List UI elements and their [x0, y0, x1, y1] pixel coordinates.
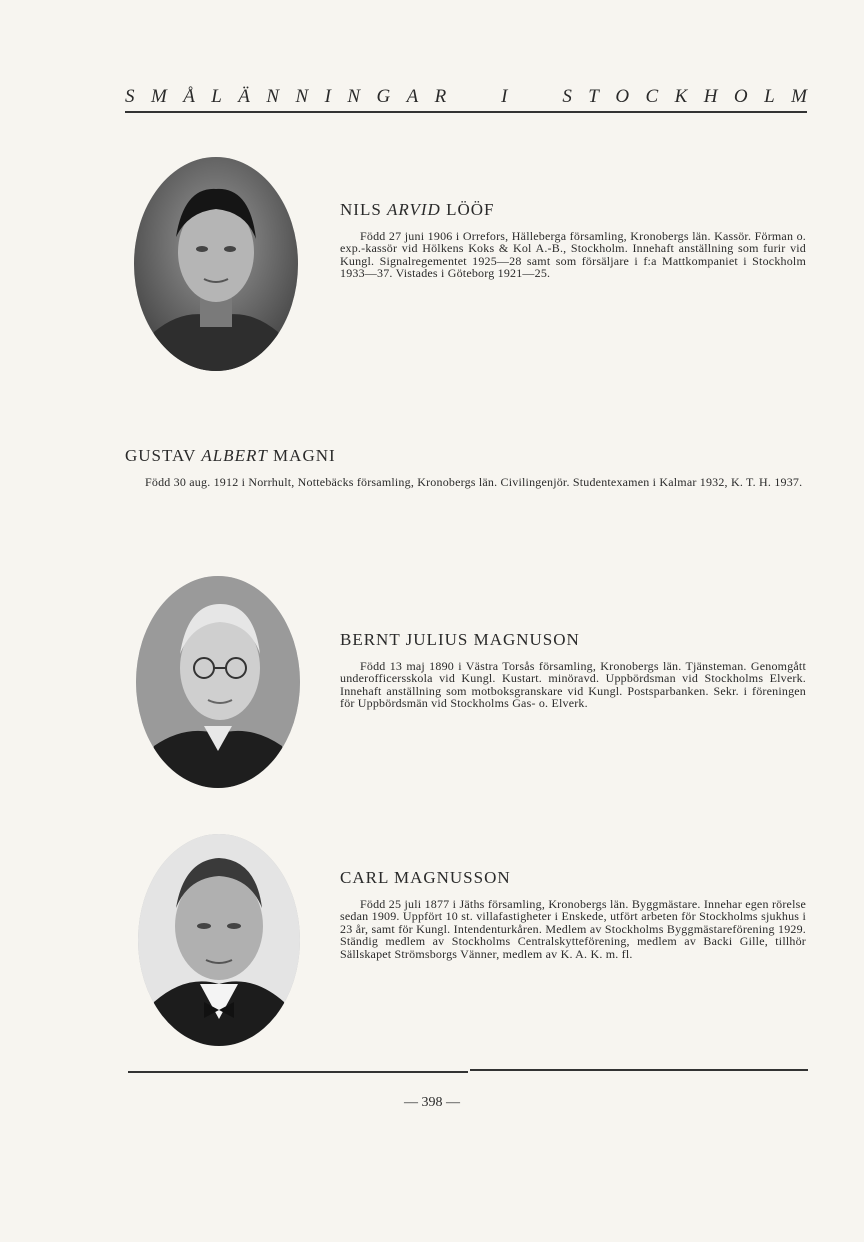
head-letter: A — [406, 86, 419, 107]
running-head — [125, 86, 807, 113]
portrait-photo — [134, 157, 298, 371]
head-letter: N — [266, 86, 279, 107]
head-letter: O — [733, 86, 748, 107]
footer-rule — [470, 1069, 808, 1071]
person-name — [125, 446, 807, 466]
head-letter: N — [295, 86, 309, 107]
head-letter: I — [501, 86, 508, 107]
biography-entry — [340, 868, 806, 960]
person-name — [340, 200, 806, 220]
footer-rule — [128, 1071, 468, 1073]
head-letter: R — [434, 86, 447, 107]
portrait-photo — [136, 576, 300, 788]
head-letter: H — [703, 86, 718, 107]
biography-text: Född 25 juli 1877 i Jäths församling, Kronobergs län. Byggmästare. Innehar egen rörelse sedan 1909. Uppfört 10 st. villafastigheter i Enskede, utfört arbeten för Stockholms sjukhus i 23 år, samt för Kungl. Intendenturkåren. Medlem av Stockholms Byggmästareförening 1929. Ständig medlem av Stockholms Centralskytteförening, medlem av Backi Gille, tillhör Sällskapet Strömsborgs Vänner, medlem av K. A. K. m. fl. — [340, 897, 806, 961]
last-name: LÖÖF — [446, 200, 495, 219]
portrait-photo — [138, 834, 300, 1046]
first-name: NILS — [340, 200, 382, 219]
page-number: — 398 — — [404, 1095, 460, 1110]
head-letter: Ä — [238, 86, 250, 107]
head-letter: I — [324, 86, 331, 107]
head-space — [463, 86, 485, 108]
biography-entry — [340, 630, 806, 710]
last-name: MAGNI — [273, 446, 336, 465]
head-letter: G — [376, 86, 391, 107]
head-letter: S — [562, 86, 572, 107]
full-name: BERNT JULIUS MAGNUSON — [340, 630, 580, 649]
head-letter: Å — [183, 86, 195, 107]
full-name: CARL MAGNUSSON — [340, 868, 511, 887]
head-letter: K — [674, 86, 688, 107]
biography-entry — [340, 200, 806, 280]
biography-text: Född 13 maj 1890 i Västra Torsås församling, Kronobergs län. Tjänsteman. Genomgått underofficersskola vid Kungl. Kustart. minöravd. Uppbördsman vid Stockholms Elverk. Innehaft anställning som motboksgranskare vid Kungl. Postsparbanken. Sekr. i föreningen för Uppbördsmän vid Stockholms Gas- o. Elverk. — [340, 659, 806, 711]
head-letter: C — [645, 86, 659, 107]
head-letter: L — [211, 86, 222, 107]
head-letter: N — [347, 86, 361, 107]
head-letter: S — [125, 86, 135, 107]
head-letter: L — [764, 86, 775, 107]
middle-name: ARVID — [387, 200, 441, 219]
head-space — [524, 86, 546, 108]
biography-entry — [125, 446, 807, 488]
first-name: GUSTAV — [125, 446, 197, 465]
middle-name: ALBERT — [201, 446, 268, 465]
person-name — [340, 868, 806, 888]
head-letter: M — [150, 86, 167, 107]
head-letter: O — [615, 86, 630, 107]
biography-text: Född 27 juni 1906 i Orrefors, Hälleberga församling, Kronobergs län. Kassör. Förman o. exp.-kassör vid Hölkens Koks & Kol A.-B., Stockholm. Innehaft anställning som furir vid Kungl. Signalregementet 1925—28 samt som försäljare i f:a Mattkompaniet i Stockholm 1933—37. Vistades i Göteborg 1921—25. — [340, 229, 806, 281]
biography-text: Född 30 aug. 1912 i Norrhult, Nottebäcks församling, Kronobergs län. Civilingenjör. Studentexamen i Kalmar 1932, K. T. H. 1937. — [145, 475, 803, 489]
head-letter: M — [791, 86, 807, 107]
head-letter: T — [588, 86, 599, 107]
person-name — [340, 630, 806, 650]
